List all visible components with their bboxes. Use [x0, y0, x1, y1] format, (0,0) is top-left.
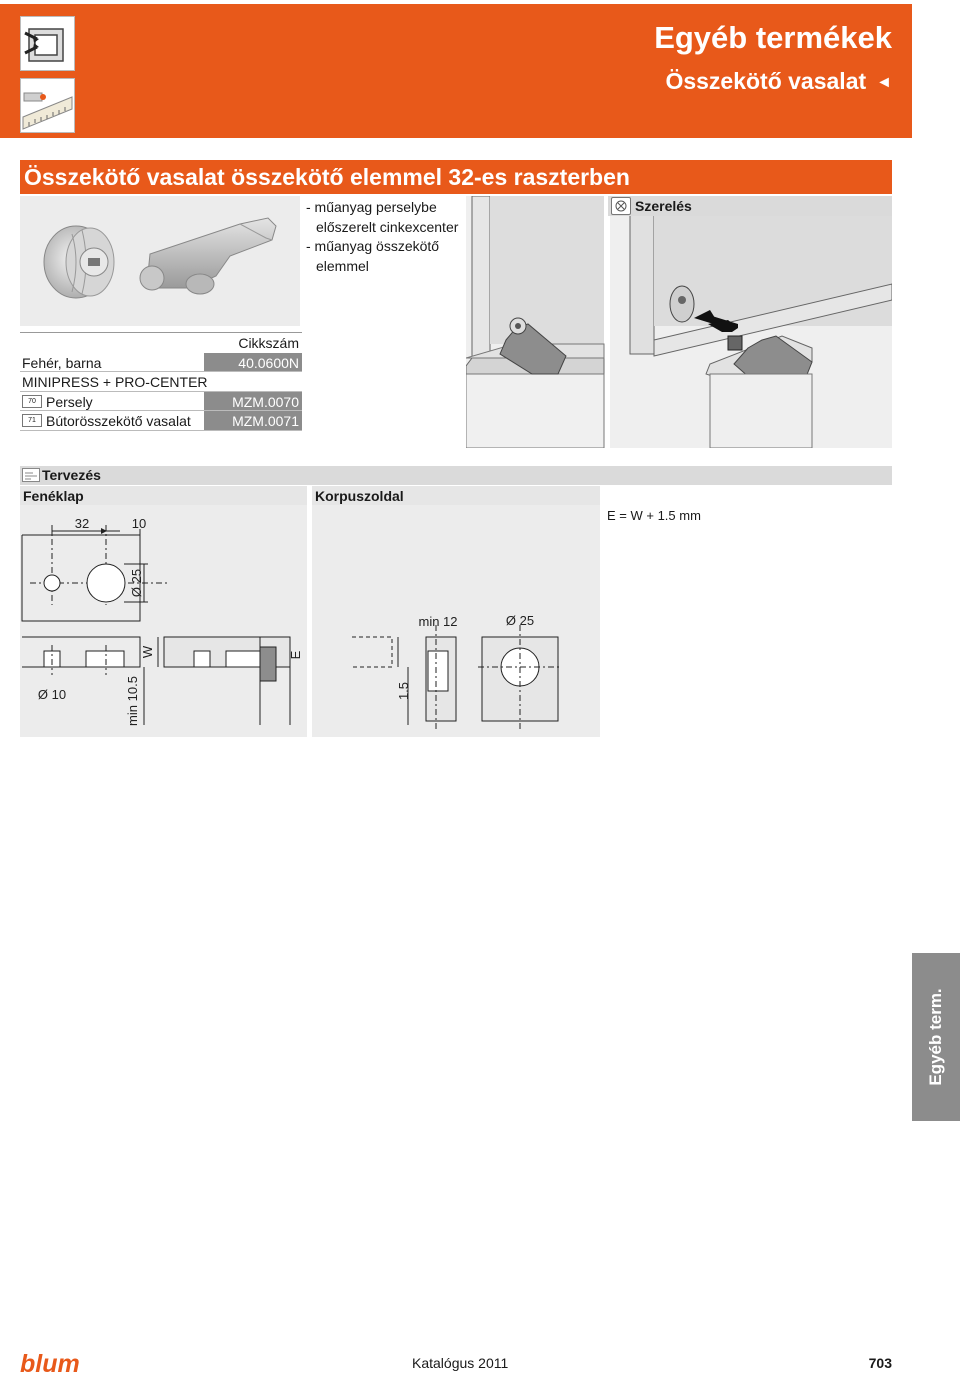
assembly-illustration: [466, 196, 892, 448]
table-row: [20, 353, 302, 373]
dim-e: E: [288, 650, 303, 660]
dim-32: 32: [74, 516, 90, 531]
formula: E = W + 1.5 mm: [607, 508, 701, 523]
description-line-3: - műanyag összekötő: [306, 238, 440, 254]
tool-icon-71: 71: [22, 414, 42, 427]
chapter-tab-label: Egyéb term.: [926, 988, 945, 1086]
dim-min-12: min 12: [418, 614, 458, 629]
dim-d25-side: Ø 25: [505, 613, 535, 628]
side-panel-header: Korpuszoldal: [312, 486, 600, 505]
product-image: [20, 196, 300, 326]
dim-d10: Ø 10: [37, 687, 67, 702]
page-subtitle: [665, 68, 892, 95]
description-line-2: előszerelt cinkexcenter: [316, 218, 459, 235]
blum-logo: blum: [20, 1350, 80, 1378]
dim-1-5: 1.5: [396, 681, 411, 701]
section-title: Összekötő vasalat összekötő elemmel 32-es raszterben: [20, 160, 892, 194]
description-line-4: elemmel: [316, 257, 369, 274]
tool-label: Persely: [46, 393, 93, 410]
back-arrow-icon[interactable]: ◄: [876, 74, 892, 91]
tool-group-title: MINIPRESS + PRO-CENTER: [22, 374, 208, 390]
chapter-tab[interactable]: [912, 953, 960, 1121]
page-header: [0, 4, 912, 138]
planning-bar: [20, 466, 892, 485]
article-number: 40.0600N: [204, 353, 302, 372]
tool-code: MZM.0071: [204, 411, 302, 430]
order-table: [20, 332, 302, 431]
assembly-label: [608, 196, 892, 216]
planning-icon: [22, 468, 40, 482]
page-number: 703: [868, 1355, 892, 1371]
assembly-icon: [611, 197, 631, 215]
dim-min-10-5: min 10.5: [125, 676, 140, 726]
table-row: [20, 392, 302, 412]
product-description: [306, 198, 458, 276]
description-line-1: - műanyag perselybe: [306, 199, 437, 215]
tool-label: Bútorösszekötő vasalat: [46, 413, 191, 429]
bottom-panel-drawing: [20, 505, 307, 737]
catalog-label: Katalógus 2011: [412, 1355, 509, 1371]
tool-icon-70: 70: [22, 395, 42, 408]
table-row: [20, 411, 302, 431]
group-title-row: [20, 372, 302, 392]
tool-code: MZM.0070: [204, 392, 302, 411]
dim-10: 10: [131, 516, 147, 531]
dim-d25: Ø 25: [129, 568, 144, 598]
dim-w: W: [140, 645, 155, 659]
article-number-header: Cikkszám: [238, 335, 299, 351]
cabinet-connector-icon: [20, 16, 75, 71]
page-title: Egyéb termékek: [654, 20, 892, 55]
subtitle-text: Összekötő vasalat: [665, 68, 867, 94]
planning-label: Tervezés: [42, 467, 101, 483]
order-table-header: [20, 333, 302, 353]
ruler-icon: [20, 78, 75, 133]
assembly-label-text: Szerelés: [635, 198, 692, 214]
color-variant: Fehér, barna: [22, 354, 102, 371]
bottom-panel-header: Fenéklap: [20, 486, 307, 505]
side-panel-drawing: [312, 505, 600, 737]
